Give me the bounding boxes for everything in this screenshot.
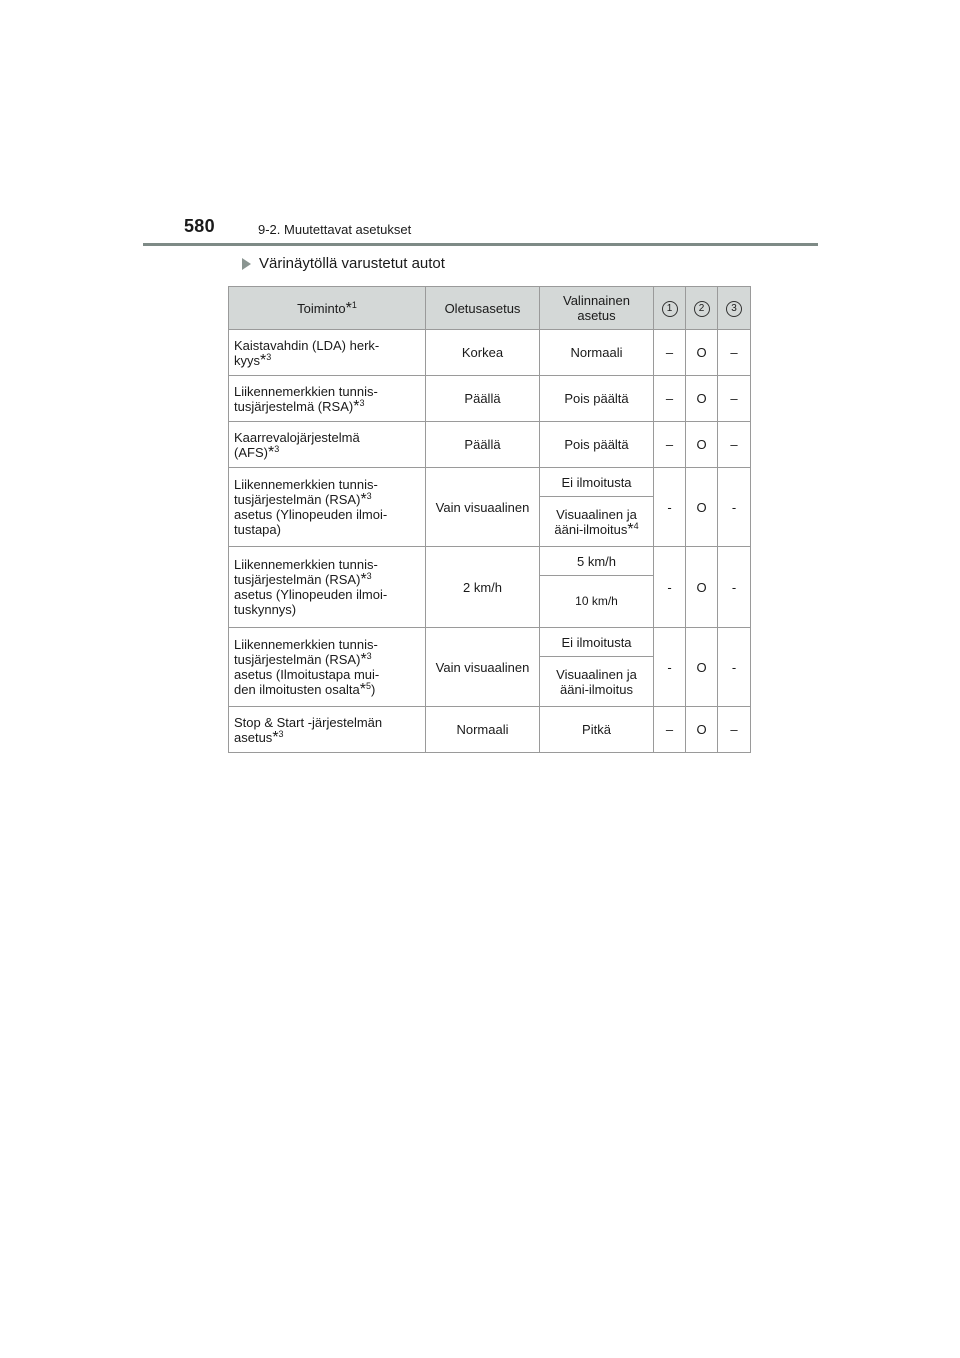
table-header-row: [229, 287, 751, 330]
row-option: Normaali: [540, 330, 654, 376]
circled-number-1: 1: [662, 301, 678, 317]
settings-table: [228, 286, 751, 753]
row-option-1: Ei ilmoitusta: [540, 628, 654, 657]
row-function: Liikennemerkkien tunnis- tusjärjestelmän (RSA)*$^3$ asetus (Ylinopeuden ilmoi- tuskynnys): [229, 547, 426, 628]
header-col-2: [686, 287, 718, 330]
row-mark-1: -: [654, 628, 686, 707]
header-rule: [143, 243, 818, 246]
row-mark-1: -: [654, 468, 686, 547]
row-option-1: 5 km/h: [540, 547, 654, 576]
row-mark-1: –: [654, 707, 686, 753]
row-function: Stop & Start -järjestelmän asetus*$^3$: [229, 707, 426, 753]
row-default: Päällä: [426, 422, 540, 468]
row-mark-2: O: [686, 547, 718, 628]
table-row: [229, 707, 751, 753]
triangle-bullet-icon: [242, 258, 251, 270]
table-row: [229, 468, 751, 497]
row-option: Pois päältä: [540, 376, 654, 422]
row-option-2: 10 km/h: [540, 576, 654, 628]
subheading-text: Värinäytöllä varustetut autot: [259, 255, 445, 272]
header-function: Toiminto*$^1$: [229, 287, 426, 330]
row-option-2: Visuaalinen ja ääni-ilmoitus*$^4$: [540, 497, 654, 547]
section-title: 9-2. Muutettavat asetukset: [258, 222, 412, 237]
table-row: [229, 628, 751, 657]
asterisk-icon: *: [345, 299, 352, 317]
subheading: [242, 255, 445, 272]
row-option: Pois päältä: [540, 422, 654, 468]
row-mark-2: O: [686, 376, 718, 422]
page-number: 580: [184, 216, 215, 236]
row-mark-1: –: [654, 422, 686, 468]
row-function: Kaistavahdin (LDA) herk- kyys*$^3$: [229, 330, 426, 376]
row-default: Päällä: [426, 376, 540, 422]
row-mark-2: O: [686, 468, 718, 547]
row-function: Liikennemerkkien tunnis- tusjärjestelmän (RSA)*$^3$ asetus (Ylinopeuden ilmoi- tustapa): [229, 468, 426, 547]
table-row: [229, 376, 751, 422]
row-mark-1: –: [654, 376, 686, 422]
row-mark-3: –: [718, 376, 751, 422]
row-default: Vain visuaalinen: [426, 628, 540, 707]
row-default: 2 km/h: [426, 547, 540, 628]
table-row: [229, 547, 751, 576]
row-mark-3: –: [718, 330, 751, 376]
table-row: [229, 422, 751, 468]
row-default: Korkea: [426, 330, 540, 376]
row-mark-2: O: [686, 628, 718, 707]
row-option-2: Visuaalinen ja ääni-ilmoitus: [540, 657, 654, 707]
row-mark-3: –: [718, 707, 751, 753]
header-col-1: [654, 287, 686, 330]
header-optional: Valinnainen asetus: [540, 287, 654, 330]
row-default: Vain visuaalinen: [426, 468, 540, 547]
row-mark-3: -: [718, 547, 751, 628]
row-mark-2: O: [686, 330, 718, 376]
row-default: Normaali: [426, 707, 540, 753]
header-default: Oletusasetus: [426, 287, 540, 330]
row-mark-2: O: [686, 707, 718, 753]
row-mark-3: –: [718, 422, 751, 468]
row-option: Pitkä: [540, 707, 654, 753]
row-function: Liikennemerkkien tunnis- tusjärjestelmän (RSA)*$^3$ asetus (Ilmoitustapa mui- den ilmoitusten osalta*$^5$): [229, 628, 426, 707]
row-mark-3: -: [718, 628, 751, 707]
row-function: Kaarrevalojärjestelmä (AFS)*$^3$: [229, 422, 426, 468]
circled-number-2: 2: [694, 301, 710, 317]
table-row: [229, 330, 751, 376]
row-mark-1: -: [654, 547, 686, 628]
circled-number-3: 3: [726, 301, 742, 317]
row-mark-3: -: [718, 468, 751, 547]
row-function: Liikennemerkkien tunnis- tusjärjestelmä (RSA)*$^3$: [229, 376, 426, 422]
row-option-1: Ei ilmoitusta: [540, 468, 654, 497]
header-col-3: [718, 287, 751, 330]
row-mark-1: –: [654, 330, 686, 376]
row-mark-2: O: [686, 422, 718, 468]
